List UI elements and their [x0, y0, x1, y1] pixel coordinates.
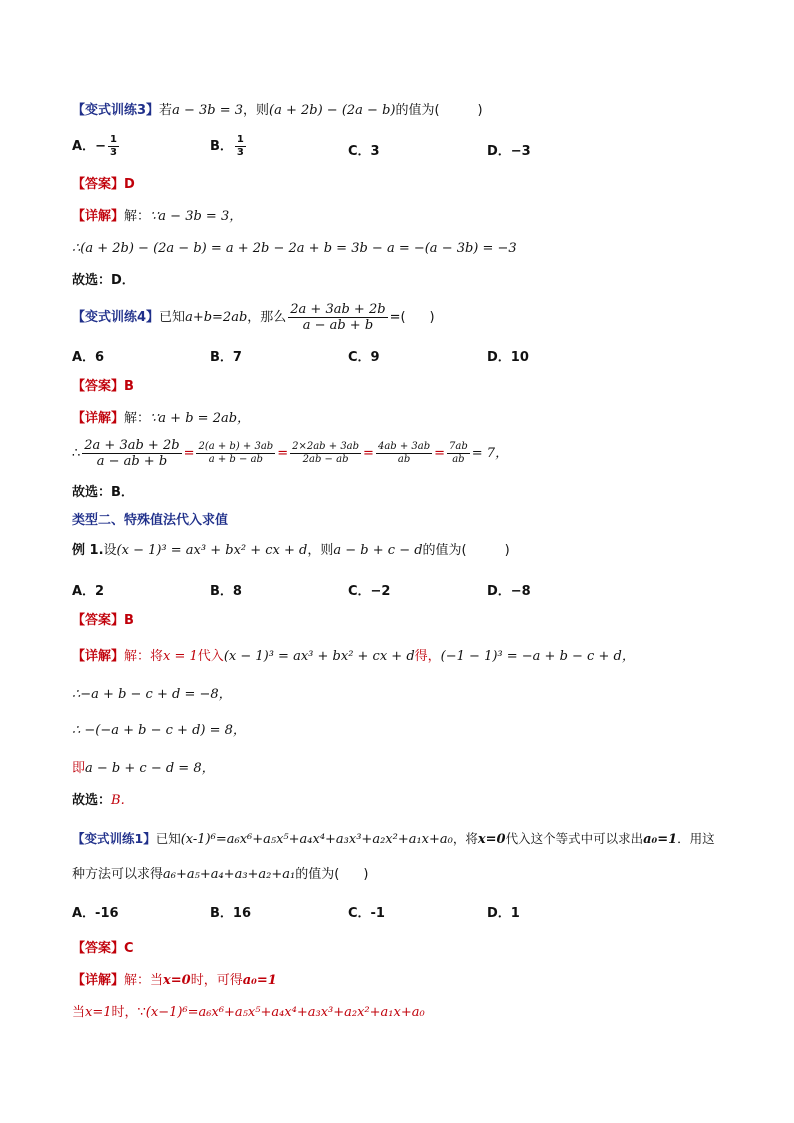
- option-d: D．−8: [487, 584, 531, 599]
- detail-line: 【详解】解：∵a − 3b = 3，: [72, 209, 243, 224]
- answer-line: 【答案】B: [72, 379, 134, 394]
- answer-line: 【答案】C: [72, 941, 134, 956]
- example-1-line: 例 1.设(x − 1)³ = ax³ + bx² + cx + d，则a − b + c − d的值为( ): [72, 543, 510, 558]
- option-b: B．16: [210, 906, 251, 921]
- section-title: 类型二、特殊值法代入求值: [72, 513, 229, 528]
- question-3-line: 【变式训练3】若a − 3b = 3，则(a + 2b) − (2a − b)的值为( ): [72, 103, 483, 118]
- detail-line: 【详解】解：∵a + b = 2ab，: [72, 411, 251, 426]
- answer-line: 【答案】D: [72, 177, 135, 192]
- fraction: $\frac{1}{3}$: [109, 134, 117, 158]
- option-a: A．6: [72, 350, 105, 365]
- detail-chain: ∴ $\frac{2a + 3ab + 2b}{a - ab + b}$ = $\frac{2(a + b) + 3ab}{a + b - ab}$ = $\frac{2\times 2ab + 3ab}{2ab - ab}$ = $\frac{4ab + 3ab}{ab}$ = $\frac{7ab}{ab}$ = 7，: [72, 438, 509, 469]
- option-d: D．10: [487, 350, 529, 365]
- option-a: A．− $\frac{1}{3}$: [72, 134, 117, 158]
- option-c: C．−2: [348, 584, 391, 599]
- question-4-line: 【变式训练4】已知a+b=2ab，那么 $\frac{2a + 3ab + 2b}{a - ab + b}$ =( ): [72, 302, 435, 333]
- detail-step: ∴ −(−a + b − c + d) = 8，: [72, 723, 246, 738]
- fraction: $\frac{7ab}{ab}$: [449, 441, 468, 465]
- answer-line: 【答案】B: [72, 613, 134, 628]
- option-d: D．1: [487, 906, 520, 921]
- detail-step: 即a − b + c − d = 8，: [72, 761, 215, 776]
- fraction: $\frac{2a + 3ab + 2b}{a - ab + b}$: [84, 438, 180, 469]
- chosen-line: 故选：B．: [72, 485, 134, 500]
- detail-line: 【详解】解：将x = 1代入(x − 1)³ = ax³ + bx² + cx + d得，(−1 − 1)³ = −a + b − c + d，: [72, 649, 635, 664]
- fraction: $\frac{4ab + 3ab}{ab}$: [377, 441, 431, 465]
- detail-step: ∴(a + 2b) − (2a − b) = a + 2b − 2a + b = 3b − a = −(a − 3b) = −3: [72, 241, 517, 256]
- fraction: $\frac{2\times 2ab + 3ab}{2ab - ab}$: [292, 441, 360, 465]
- chosen-line: 故选：D．: [72, 273, 135, 288]
- option-d: D．−3: [487, 144, 531, 159]
- detail-step: 当x=1时，∵(x−1)⁶=a₆x⁶+a₅x⁵+a₄x⁴+a₃x³+a₂x²+a₁x+a₀: [72, 1005, 425, 1020]
- option-a: A．-16: [72, 906, 119, 921]
- fraction: $\frac{2(a + b) + 3ab}{a + b - ab}$: [198, 441, 274, 465]
- detail-step: ∴−a + b − c + d = −8，: [72, 687, 232, 702]
- detail-line: 【详解】解：当x=0时，可得a₀=1: [72, 973, 277, 988]
- option-b: B．8: [210, 584, 242, 599]
- option-c: C．3: [348, 144, 380, 159]
- fraction: $\frac{2a + 3ab + 2b}{a - ab + b}$: [290, 302, 386, 333]
- question-1-line: 【变式训练1】已知(x-1)⁶=a₆x⁶+a₅x⁵+a₄x⁴+a₃x³+a₂x²+a₁x+a₀，将x=0代入这个等式中可以求出a₀=1．用这: [72, 831, 715, 847]
- option-a: A．2: [72, 584, 105, 599]
- option-c: C．9: [348, 350, 380, 365]
- chosen-line: 故选：B.: [72, 793, 125, 808]
- fraction: $\frac{1}{3}$: [236, 134, 244, 158]
- option-b: B． $\frac{1}{3}$: [210, 134, 244, 158]
- question-1-line-2: 种方法可以求得a₆+a₅+a₄+a₃+a₂+a₁的值为( ): [72, 867, 369, 882]
- question-tag: 【变式训练3】: [72, 103, 160, 118]
- option-c: C．-1: [348, 906, 385, 921]
- option-b: B．7: [210, 350, 242, 365]
